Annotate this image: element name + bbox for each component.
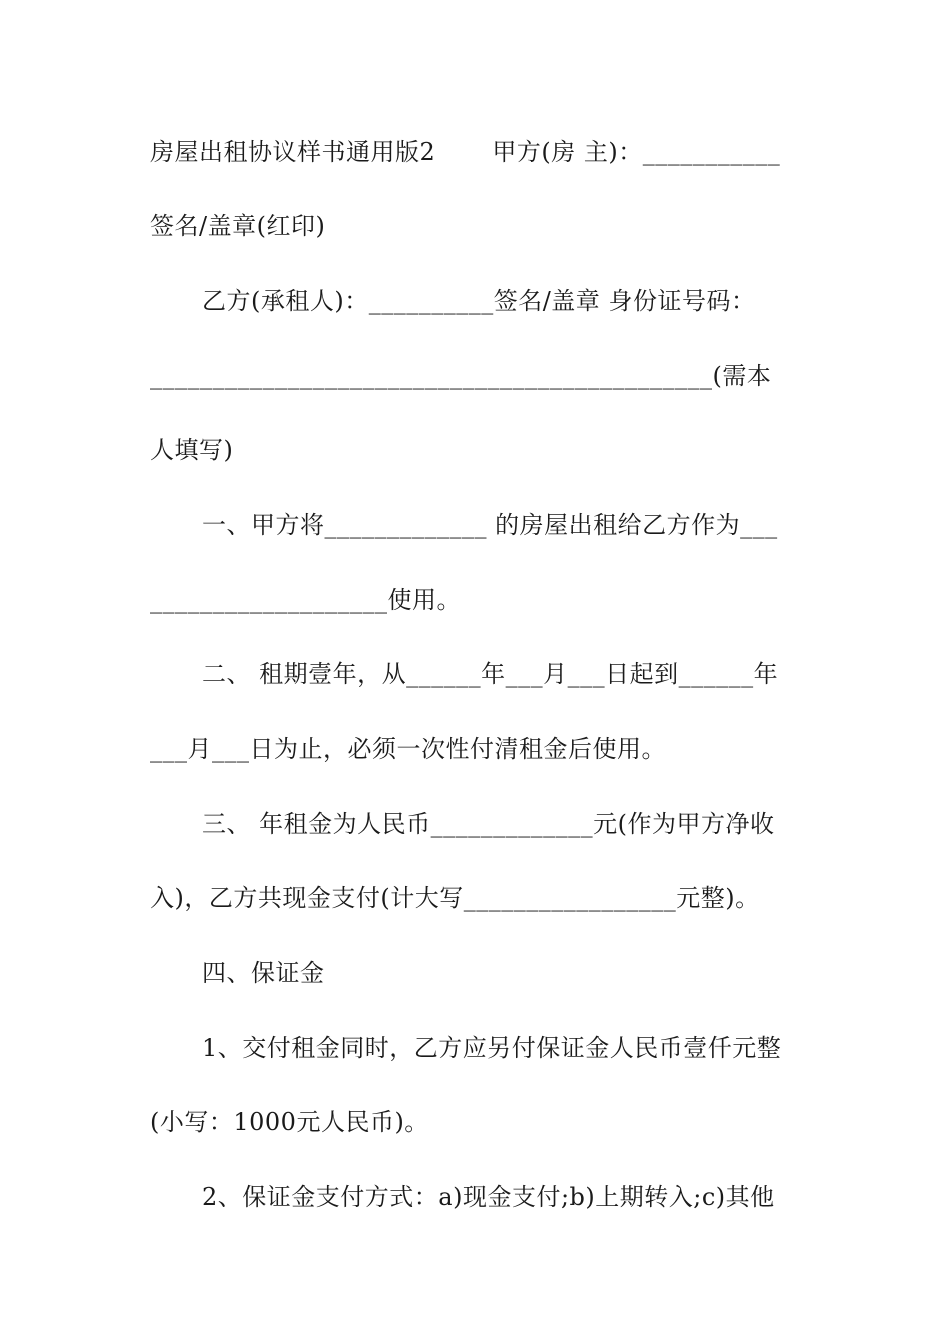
doc-line-12: 四、保证金	[202, 959, 325, 987]
doc-line-9: ___月___日为止，必须一次性付清租金后使用。	[150, 735, 666, 763]
doc-line-11: 入)，乙方共现金支付(计大写_________________元整)。	[150, 884, 760, 912]
doc-line-title: 房屋出租协议样书通用版2 甲方(房 主)：___________	[150, 138, 781, 166]
doc-line-13: 1、交付租金同时，乙方应另付保证金人民币壹仟元整	[202, 1034, 782, 1062]
doc-line-8: 二、 租期壹年，从______年___月___日起到______年	[202, 660, 779, 688]
doc-line-3: 乙方(承租人)：__________签名/盖章 身份证号码：	[202, 287, 756, 315]
doc-line-6: 一、甲方将_____________ 的房屋出租给乙方作为___	[202, 511, 778, 539]
doc-line-5: 人填写)	[150, 436, 234, 464]
doc-line-7: ___________________使用。	[150, 586, 461, 614]
doc-line-10: 三、 年租金为人民币_____________元(作为甲方净收	[202, 810, 775, 838]
doc-line-14: (小写：1000元人民币)。	[150, 1108, 429, 1136]
doc-line-15: 2、保证金支付方式：a)现金支付;b)上期转入;c)其他	[202, 1183, 775, 1211]
doc-line-2: 签名/盖章(红印)	[150, 212, 326, 240]
doc-line-4: _____________________________________________(需本	[150, 362, 772, 390]
